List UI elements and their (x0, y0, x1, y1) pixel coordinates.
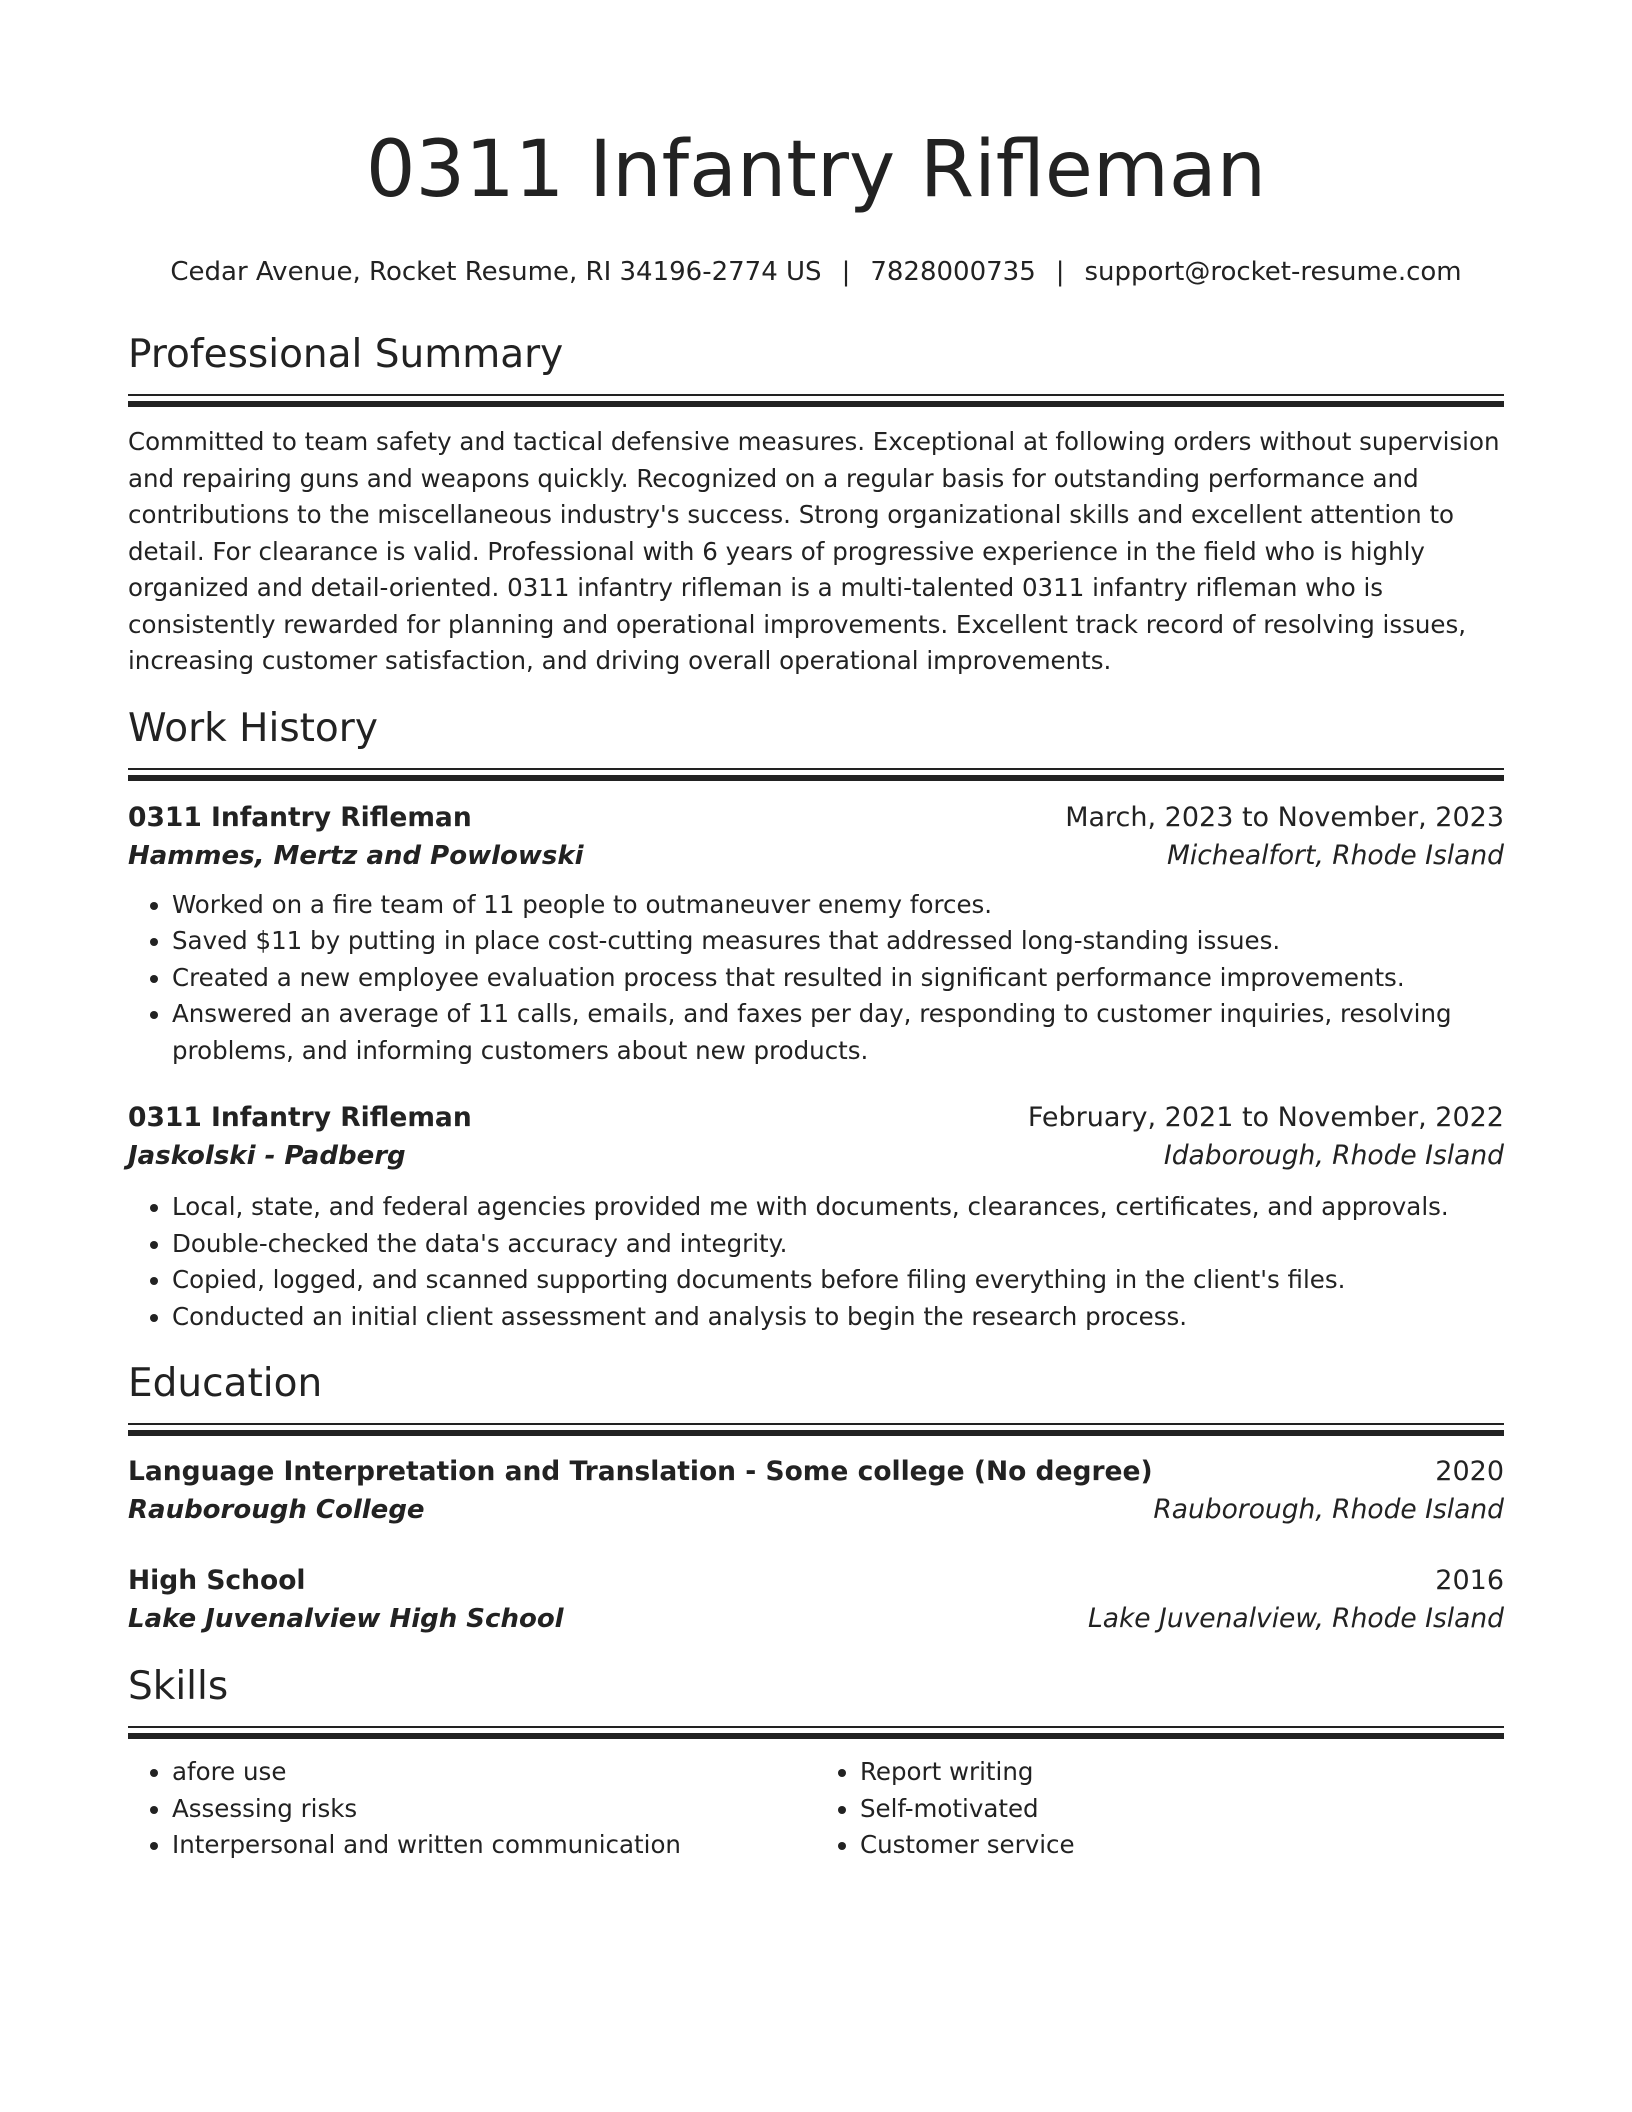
contact-line (128, 254, 1504, 290)
education-school: Rauborough College (128, 1495, 425, 1525)
skill-item: • afore use (172, 1754, 816, 1791)
job-bullets (128, 1189, 1504, 1335)
job-employer: Jaskolski - Padberg (128, 1141, 406, 1171)
education-location: Rauborough, Rhode Island (1153, 1494, 1504, 1525)
skill-item: • Assessing risks (172, 1791, 816, 1828)
job-employer: Hammes, Mertz and Powlowski (128, 840, 584, 871)
list-item: • Copied, logged, and scanned supporting documents before filing everything in the client's files. (172, 1262, 1504, 1299)
education-year: 2016 (1435, 1565, 1504, 1596)
skills-section (128, 1662, 1504, 1864)
summary-section (128, 330, 1504, 680)
skills-grid (128, 1754, 1504, 1864)
job-location: Michealfort, Rhode Island (1167, 839, 1504, 871)
job-bullets (128, 887, 1504, 1070)
section-divider (128, 1726, 1504, 1740)
contact-separator: | (1055, 257, 1065, 287)
education-location: Lake Juvenalview, Rhode Island (1087, 1603, 1504, 1634)
list-item: • Conducted an initial client assessment and analysis to begin the research process. (172, 1299, 1504, 1336)
summary-paragraph: Committed to team safety and tactical defensive measures. Exceptional at following orders without supervision and repairing guns and weapons quickly. Recognized on a regular basis for outstanding performance and contributions to the miscellaneous industry's success. Strong organizational skills and excellent attention to detail. For clearance is valid. Professional with 6 years of progressive experience in the field who is highly organized and detail-oriented. 0311 infantry rifleman is a multi-talented 0311 infantry rifleman who is consistently rewarded for planning and operational improvements. Excellent track record of resolving issues, increasing customer satisfaction, and driving overall operational improvements. (128, 427, 1500, 675)
section-divider (128, 768, 1504, 782)
education-entry (128, 1453, 1504, 1529)
skill-item: • Interpersonal and written communication (172, 1827, 816, 1864)
education-school: Lake Juvenalview High School (128, 1604, 564, 1634)
skill-item: • Report writing (860, 1754, 1504, 1791)
skills-column-right (816, 1754, 1504, 1864)
job-entry (128, 1099, 1504, 1335)
list-item: • Saved $11 by putting in place cost-cutting measures that addressed long-standing issues. (172, 923, 1504, 960)
skill-item: • Customer service (860, 1827, 1504, 1864)
job-entry (128, 799, 1504, 1070)
work-history-section (128, 704, 1504, 1336)
list-item: • Created a new employee evaluation process that resulted in significant performance improvements. (172, 960, 1504, 997)
job-title: 0311 Infantry Rifleman (128, 801, 472, 833)
section-title-skills: Skills (128, 1664, 229, 1709)
contact-email: support@rocket-resume.com (1084, 257, 1462, 287)
job-dates: February, 2021 to November, 2022 (1027, 1102, 1504, 1133)
contact-separator: | (841, 257, 851, 287)
list-item: • Worked on a fire team of 11 people to outmaneuver enemy forces. (172, 887, 1504, 924)
education-degree: Language Interpretation and Translation - Some college (No degree) (128, 1456, 1153, 1487)
job-title: 0311 Infantry Rifleman (128, 1102, 472, 1133)
education-degree: High School (128, 1565, 306, 1596)
section-divider (128, 394, 1504, 408)
list-item: • Local, state, and federal agencies provided me with documents, clearances, certificates, and approvals. (172, 1189, 1504, 1226)
list-item: • Answered an average of 11 calls, emails, and faxes per day, responding to customer inquiries, resolving problems, and informing customers about new products. (172, 996, 1504, 1069)
education-entry (128, 1562, 1504, 1638)
contact-phone: 7828000735 (870, 257, 1036, 287)
section-title-work-history: Work History (128, 705, 378, 751)
resume-name: 0311 Infantry Rifleman (365, 125, 1267, 215)
job-dates: March, 2023 to November, 2023 (1065, 801, 1504, 833)
list-item: • Double-checked the data's accuracy and integrity. (172, 1226, 1504, 1263)
education-year: 2020 (1435, 1456, 1504, 1487)
section-divider (128, 1423, 1504, 1437)
section-title-summary: Professional Summary (128, 332, 564, 377)
education-section (128, 1359, 1504, 1638)
job-location: Idaborough, Rhode Island (1163, 1140, 1504, 1171)
skills-column-left (128, 1754, 816, 1864)
contact-address: Cedar Avenue, Rocket Resume, RI 34196-2774 US (170, 257, 822, 287)
skill-item: • Self-motivated (860, 1791, 1504, 1828)
section-title-education: Education (128, 1361, 323, 1406)
